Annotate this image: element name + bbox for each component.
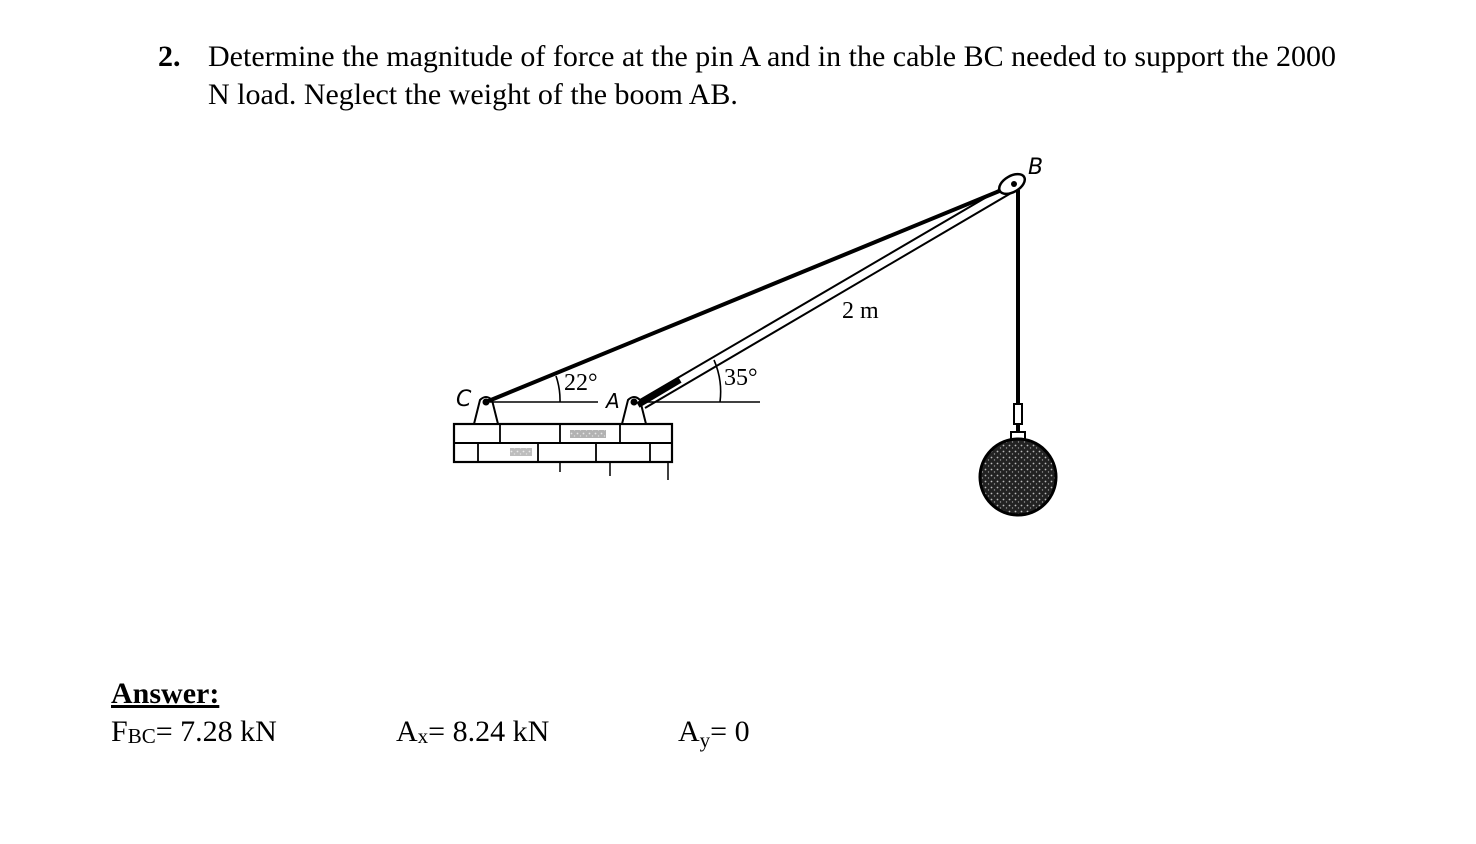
answer-heading: Answer: [111, 677, 220, 710]
a-x-subscript: x [417, 724, 429, 748]
angle-label-22: 22° [564, 370, 598, 396]
pulley-b [996, 170, 1028, 198]
answer-f-bc [111, 715, 277, 749]
answer-a-y [678, 715, 750, 752]
hook [1014, 404, 1022, 424]
angle-label-35: 35° [724, 365, 758, 391]
problem-number: 2. [158, 40, 181, 73]
f-bc-value: = 7.28 kN [155, 715, 277, 748]
a-y-subscript: y [699, 728, 711, 752]
problem-text: Determine the magnitude of force at the pin A and in the cable BC needed to support the 2000 N load. Neglect the weight of the boom AB. [208, 40, 1337, 111]
load-ball [980, 439, 1056, 515]
answer-a-x [396, 715, 549, 749]
length-label: 2 m [842, 298, 879, 324]
label-b: B [1028, 155, 1044, 180]
a-y-value: = 0 [710, 715, 750, 748]
a-y-symbol: A [678, 715, 700, 748]
brick-wall [454, 424, 672, 480]
angle-arc-22 [556, 376, 560, 402]
a-x-value: = 8.24 kN [428, 715, 550, 748]
f-bc-subscript: BC [127, 724, 156, 748]
label-a: A [606, 389, 620, 413]
boom-ab [638, 181, 1018, 408]
f-bc-symbol: F [111, 715, 128, 748]
a-x-symbol: A [396, 715, 418, 748]
label-c: C [456, 387, 472, 412]
